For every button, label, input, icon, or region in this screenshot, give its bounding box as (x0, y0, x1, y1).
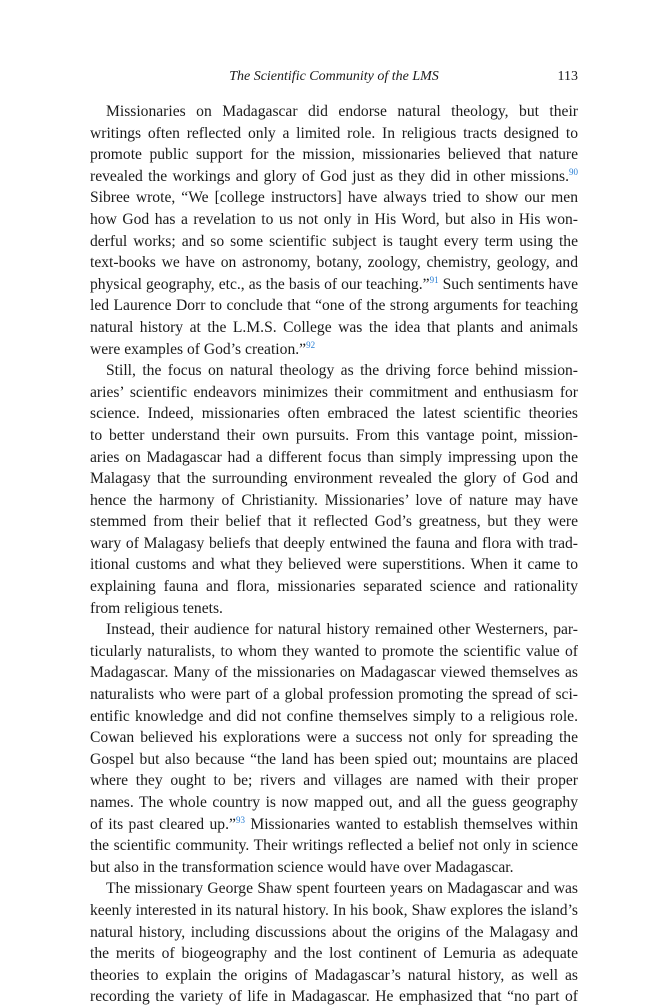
text-line (90, 317, 578, 339)
paragraph (90, 878, 578, 1008)
text-line (90, 295, 578, 317)
text-line (90, 706, 578, 728)
text-line (90, 986, 578, 1008)
line-text: from religious tenets. (90, 599, 223, 617)
line-text: text-books we have on astronomy, botany, zoology, chemistry, geology, and (90, 254, 578, 272)
line-text: of its past cleared up.” (90, 815, 236, 833)
line-text: explaining fauna and flora, missionaries separated science and rationality (90, 578, 578, 596)
line-text: Missionaries on Madagascar did endorse natural theology, but their (106, 103, 578, 120)
line-text: names. The whole country is now mapped out, and all the guess geography (90, 794, 578, 811)
text-line (90, 641, 578, 663)
line-text: ticularly naturalists, to whom they wanted to promote the scientific value of (90, 642, 578, 660)
text-line (90, 943, 578, 965)
line-text: led Laurence Dorr to conclude that “one of the strong arguments for teaching (90, 297, 578, 315)
line-text: hence the harmony of Christianity. Missionaries’ love of nature may have (90, 491, 578, 509)
footnote-ref[interactable]: 92 (306, 339, 316, 350)
line-text: promote public support for the mission, missionaries believed that nature (90, 146, 578, 164)
text-line (90, 619, 578, 641)
text-line (90, 425, 578, 447)
line-text: entific knowledge and did not confine themselves simply to a religious role. (90, 707, 578, 725)
text-line (90, 533, 578, 555)
footnote-ref[interactable]: 93 (235, 814, 245, 825)
text-line (90, 144, 578, 166)
line-text: were examples of God’s creation.” (90, 340, 307, 358)
line-text: theories to explain the origins of Madagascar’s natural history, as well as (90, 966, 578, 984)
line-text: but also in the transformation science would have over Madagascar. (90, 858, 514, 876)
line-text: Malagasy that the surrounding environment revealed the glory of God and (90, 470, 578, 488)
footnote-ref[interactable]: 90 (569, 166, 578, 177)
text-line (90, 403, 578, 425)
text-line (90, 339, 578, 361)
footnote-ref[interactable]: 91 (429, 274, 439, 285)
line-text: stemmed from their belief that it reflected God’s greatness, but they were (90, 513, 578, 531)
text-line (90, 857, 578, 879)
text-line (90, 166, 578, 188)
line-text: revealed the workings and glory of God just as they did in other missions. (90, 167, 569, 185)
text-line (90, 878, 578, 900)
line-text: itional customs and what they believed were superstitions. When it came to (90, 556, 578, 574)
text-line (90, 814, 578, 836)
text-line (90, 511, 578, 533)
text-line (90, 662, 578, 684)
text-line (90, 360, 578, 382)
body-text (90, 101, 578, 1008)
text-line (90, 274, 578, 296)
text-line (90, 749, 578, 771)
line-text: physical geography, etc., as the basis of our teaching.” (90, 275, 430, 293)
text-line (90, 123, 578, 145)
line-text: Madagascar. Many of the missionaries on Madagascar viewed themselves as (90, 664, 578, 682)
line-text: recording the variety of life in Madagascar. He emphasized that “no part of (90, 988, 578, 1006)
text-line (90, 770, 578, 792)
text-line (90, 922, 578, 944)
line-text: aries on Madagascar had a different focus than simply impressing upon the (90, 448, 578, 466)
paragraph (90, 101, 578, 360)
line-text: wary of Malagasy beliefs that deeply entwined the fauna and flora with trad- (90, 534, 578, 552)
line-text-continued: Such sentiments have (438, 275, 578, 293)
line-text: science. Indeed, missionaries often embraced the latest scientific theories (90, 405, 578, 423)
line-text: naturalists who were part of a global profession promoting the spread of sci- (90, 686, 578, 704)
text-line (90, 252, 578, 274)
line-text-continued: Missionaries wanted to establish themselves within (244, 815, 578, 833)
text-line (90, 792, 578, 814)
line-text: Cowan believed his explorations were a success not only for spreading the (90, 729, 578, 747)
line-text: The missionary George Shaw spent fourteen years on Madagascar and was (106, 880, 578, 898)
text-line (90, 490, 578, 512)
paragraph (90, 619, 578, 878)
line-text: keenly interested in its natural history. In his book, Shaw explores the island’s (90, 901, 578, 919)
text-line (90, 554, 578, 576)
text-line (90, 468, 578, 490)
text-line (90, 231, 578, 253)
line-text: natural history, including discussions about the origins of the Malagasy and (90, 923, 578, 941)
line-text: Instead, their audience for natural history remained other Westerners, par- (106, 621, 578, 639)
text-line (90, 727, 578, 749)
line-text: where they ought to be; rivers and villages are named with their proper (90, 772, 578, 790)
book-page (90, 66, 578, 1008)
text-line (90, 187, 578, 209)
line-text: the merits of biogeography and the lost continent of Lemuria as adequate (90, 945, 578, 963)
text-line (90, 447, 578, 469)
text-line (90, 209, 578, 231)
running-head (90, 66, 578, 88)
text-line (90, 835, 578, 857)
line-text: writings often reflected only a limited role. In religious tracts designed to (90, 124, 578, 142)
text-line (90, 965, 578, 987)
page-number: 113 (557, 69, 578, 84)
line-text: aries’ scientific endeavors minimizes their commitment and enthusiasm for (90, 383, 578, 401)
text-line (90, 684, 578, 706)
text-line (90, 598, 578, 620)
running-title: The Scientific Community of the LMS (229, 69, 439, 84)
text-line (90, 900, 578, 922)
line-text: Sibree wrote, “We [college instructors] have always tried to show our men (90, 189, 578, 207)
line-text: how God has a revelation to us not only in His Word, but also in His won- (90, 210, 578, 228)
line-text: derful works; and so some scientific subject is taught every term using the (90, 232, 578, 250)
line-text: to better understand their own pursuits. From this vantage point, mission- (90, 426, 578, 444)
text-line (90, 382, 578, 404)
text-line (90, 101, 578, 123)
text-line (90, 576, 578, 598)
line-text: natural history at the L.M.S. College was the idea that plants and animals (90, 318, 578, 336)
line-text: the scientific community. Their writings reflected a belief not only in science (90, 837, 578, 855)
line-text: Still, the focus on natural theology as the driving force behind mission- (106, 362, 578, 380)
line-text: Gospel but also because “the land has been spied out; mountains are placed (90, 750, 578, 768)
paragraph (90, 360, 578, 619)
